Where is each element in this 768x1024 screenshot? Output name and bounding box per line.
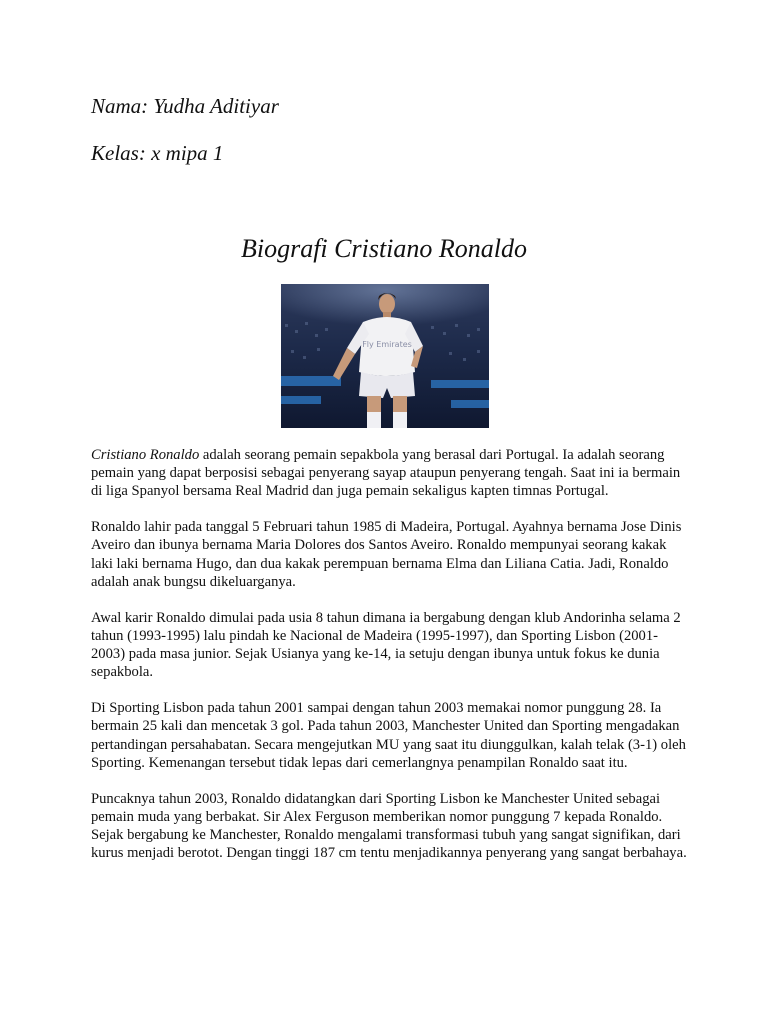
jersey-sponsor-text: Fly Emirates: [362, 340, 412, 349]
biography-text: [91, 446, 691, 880]
paragraph-text: Di Sporting Lisbon pada tahun 2001 sampai dengan tahun 2003 memakai nomor punggung 28. Ia bermain 25 kali dan mencetak 3 gol. Pada tahun 2003, Manchester United dan Sporting mengadakan pertandingan persahabatan. Secara mengejutkan MU yang saat itu diunggulkan, kalah telak (3-1) oleh Sporting. Kemenangan tersebut tidak lepas dari cemerlangnya penampilan Ronaldo saat itu.: [91, 700, 686, 771]
student-name: Nama: Yudha Aditiyar: [91, 94, 279, 118]
student-class: Kelas: x mipa 1: [91, 141, 224, 165]
paragraph-text: Ronaldo lahir pada tanggal 5 Februari tahun 1985 di Madeira, Portugal. Ayahnya bernama Jose Dinis Aveiro dan ibunya bernama Maria Dolores dos Santos Aveiro. Ronaldo mempunyai seorang kakak laki laki bernama Hugo, dan dua kakak perempuan bernama Elma dan Liliana Catia. Jadi, Ronaldo adalah anak bungsu dikeluarganya.: [91, 519, 682, 590]
paragraph: [91, 699, 691, 771]
player-photo: [281, 284, 489, 428]
paragraph: [91, 446, 691, 500]
paragraph-text: adalah seorang pemain sepakbola yang berasal dari Portugal. Ia adalah seorang pemain yang dapat berposisi sebagai penyerang sayap ataupun penyerang tengah. Saat ini ia bermain di liga Spanyol bersama Real Madrid dan juga pemain sekaligus kapten timnas Portugal.: [91, 447, 681, 500]
paragraph-text: Puncaknya tahun 2003, Ronaldo didatangkan dari Sporting Lisbon ke Manchester United sebagai pemain muda yang berbakat. Sir Alex Ferguson memberikan nomor punggung 7 kepada Ronaldo. Sejak bergabung ke Manchester, Ronaldo mengalami transformasi tubuh yang sangat signifikan, dari kurus menjadi berotot. Dengan tinggi 187 cm tentu menjadikannya penyerang yang sangat berbahaya.: [91, 790, 687, 862]
paragraph-text: Awal karir Ronaldo dimulai pada usia 8 tahun dimana ia bergabung dengan klub Andorinha selama 2 tahun (1993-1995) lalu pindah ke Nacional de Madeira (1995-1997), dan Sporting Lisbon (2001-2003) pada masa junior. Sejak Usianya yang ke-14, ia setuju dengan ibunya untuk fokus ke dunia sepakbola.: [91, 609, 681, 681]
paragraph: [91, 609, 691, 681]
document-title: Biografi Cristiano Ronaldo: [240, 234, 528, 263]
paragraph: [91, 518, 691, 590]
paragraph: [91, 790, 691, 862]
paragraph-lead: Cristiano Ronaldo: [91, 447, 200, 463]
